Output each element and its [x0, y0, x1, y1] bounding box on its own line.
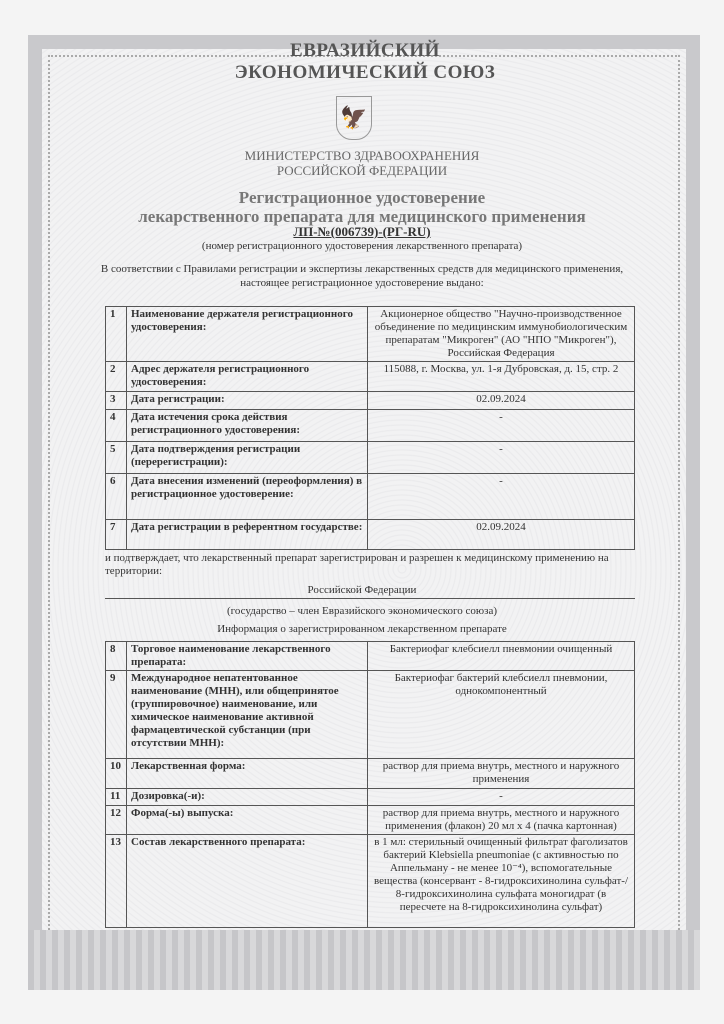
row-value: -: [368, 410, 635, 442]
row-label: Наименование держателя регистрационного удостоверения:: [127, 307, 368, 362]
intro-text: В соответствии с Правилами регистрации и экспертизы лекарственных средств для медицинского применения, настоящее регистрационное удостоверение выдано:: [100, 263, 624, 289]
row-number: 2: [106, 362, 127, 392]
coat-of-arms-icon: 🦅: [336, 96, 372, 140]
title-line: Регистрационное удостоверение: [238, 188, 486, 207]
row-label: Состав лекарственного препарата:: [127, 835, 368, 928]
table-row: [106, 410, 635, 442]
row-label: Лекарственная форма:: [127, 759, 368, 789]
row-label: Дозировка(-и):: [127, 789, 368, 806]
row-label: Дата регистрации:: [127, 392, 368, 410]
row-number: 10: [106, 759, 127, 789]
ministry-name: [0, 148, 724, 178]
row-number: 3: [106, 392, 127, 410]
row-value: раствор для приема внутрь, местного и наружного применения: [368, 759, 635, 789]
row-value: -: [368, 474, 635, 520]
row-value: раствор для приема внутрь, местного и наружного применения (флакон) 20 мл х 4 (пачка картонная): [368, 806, 635, 835]
row-value: -: [368, 789, 635, 806]
row-number: 7: [106, 520, 127, 550]
row-label: Форма(-ы) выпуска:: [127, 806, 368, 835]
table-row: [106, 806, 635, 835]
row-number: 8: [106, 642, 127, 671]
table-row: [106, 671, 635, 759]
union-banner: ЕВРАЗИЙСКИЙ ЭКОНОМИЧЕСКИЙ СОЮЗ: [234, 40, 496, 83]
info-heading: Информация о зарегистрированном лекарственном препарате: [217, 623, 507, 635]
table-row: [106, 759, 635, 789]
row-value: 02.09.2024: [368, 392, 635, 410]
row-label: Международное непатентованное наименование (МНН), или общепринятое (группировочное) наименование, или химическое наименование активной фармацевтической субстанции (при отсутствии МНН):: [127, 671, 368, 759]
row-number: 5: [106, 442, 127, 474]
title-line: лекарственного препарата для медицинского применения: [138, 207, 586, 226]
row-value: Акционерное общество "Научно-производственное объединение по медицинским иммунобиологическим препаратам "Микроген" (АО "НПО "Микроген"), Российская Федерация: [368, 307, 635, 362]
product-info-table: [105, 641, 635, 928]
row-label: Дата внесения изменений (переоформления) в регистрационное удостоверение:: [127, 474, 368, 520]
divider: [105, 598, 635, 599]
row-value: -: [368, 442, 635, 474]
row-value: 115088, г. Москва, ул. 1-я Дубровская, д. 15, стр. 2: [368, 362, 635, 392]
row-value: Бактериофаг клебсиелл пневмонии очищенный: [368, 642, 635, 671]
table-row: [106, 835, 635, 928]
row-label: Адрес держателя регистрационного удостоверения:: [127, 362, 368, 392]
table-row: [106, 474, 635, 520]
ministry-line: МИНИСТЕРСТВО ЗДРАВООХРАНЕНИЯ: [244, 148, 480, 163]
row-number: 9: [106, 671, 127, 759]
row-number: 4: [106, 410, 127, 442]
row-label: Дата истечения срока действия регистрационного удостоверения:: [127, 410, 368, 442]
row-number: 1: [106, 307, 127, 362]
row-label: Торговое наименование лекарственного препарата:: [127, 642, 368, 671]
row-label: Дата регистрации в референтном государстве:: [127, 520, 368, 550]
decorative-border-band: [28, 930, 700, 990]
holder-info-table: [105, 306, 635, 550]
row-number: 13: [106, 835, 127, 928]
row-value: 02.09.2024: [368, 520, 635, 550]
ministry-line: РОССИЙСКОЙ ФЕДЕРАЦИИ: [276, 163, 448, 178]
row-number: 6: [106, 474, 127, 520]
table-row: [106, 642, 635, 671]
row-number: 12: [106, 806, 127, 835]
territory: Российской Федерации: [307, 584, 417, 596]
table-row: [106, 307, 635, 362]
row-value: Бактериофаг бактерий клебсиелл пневмонии, однокомпонентный: [368, 671, 635, 759]
row-label: Дата подтверждения регистрации (перерегистрации):: [127, 442, 368, 474]
registration-number-caption: (номер регистрационного удостоверения лекарственного препарата): [201, 240, 523, 252]
row-value: в 1 мл: стерильный очищенный фильтрат фаголизатов бактерий Klebsiella pneumoniae (с активностью по Аппельману - не менее 10⁻⁴), вспомогательные вещества (консервант - 8-гидроксихинолина сульфат-/ 8-гидроксихинолина сульфата моногидрат (в пересчете на 8-гидроксихинолина сульфат): [368, 835, 635, 928]
territory-caption: (государство – член Евразийского экономического союза): [227, 605, 497, 617]
document-title: [0, 188, 724, 226]
confirmation-text: и подтверждает, что лекарственный препарат зарегистрирован и разрешен к медицинскому применению на территории:: [105, 552, 609, 577]
table-row: [106, 520, 635, 550]
table-row: [106, 362, 635, 392]
table-row: [106, 789, 635, 806]
table-row: [106, 442, 635, 474]
table-row: [106, 392, 635, 410]
row-number: 11: [106, 789, 127, 806]
registration-number: ЛП-№(006739)-(РГ-RU): [293, 224, 431, 239]
